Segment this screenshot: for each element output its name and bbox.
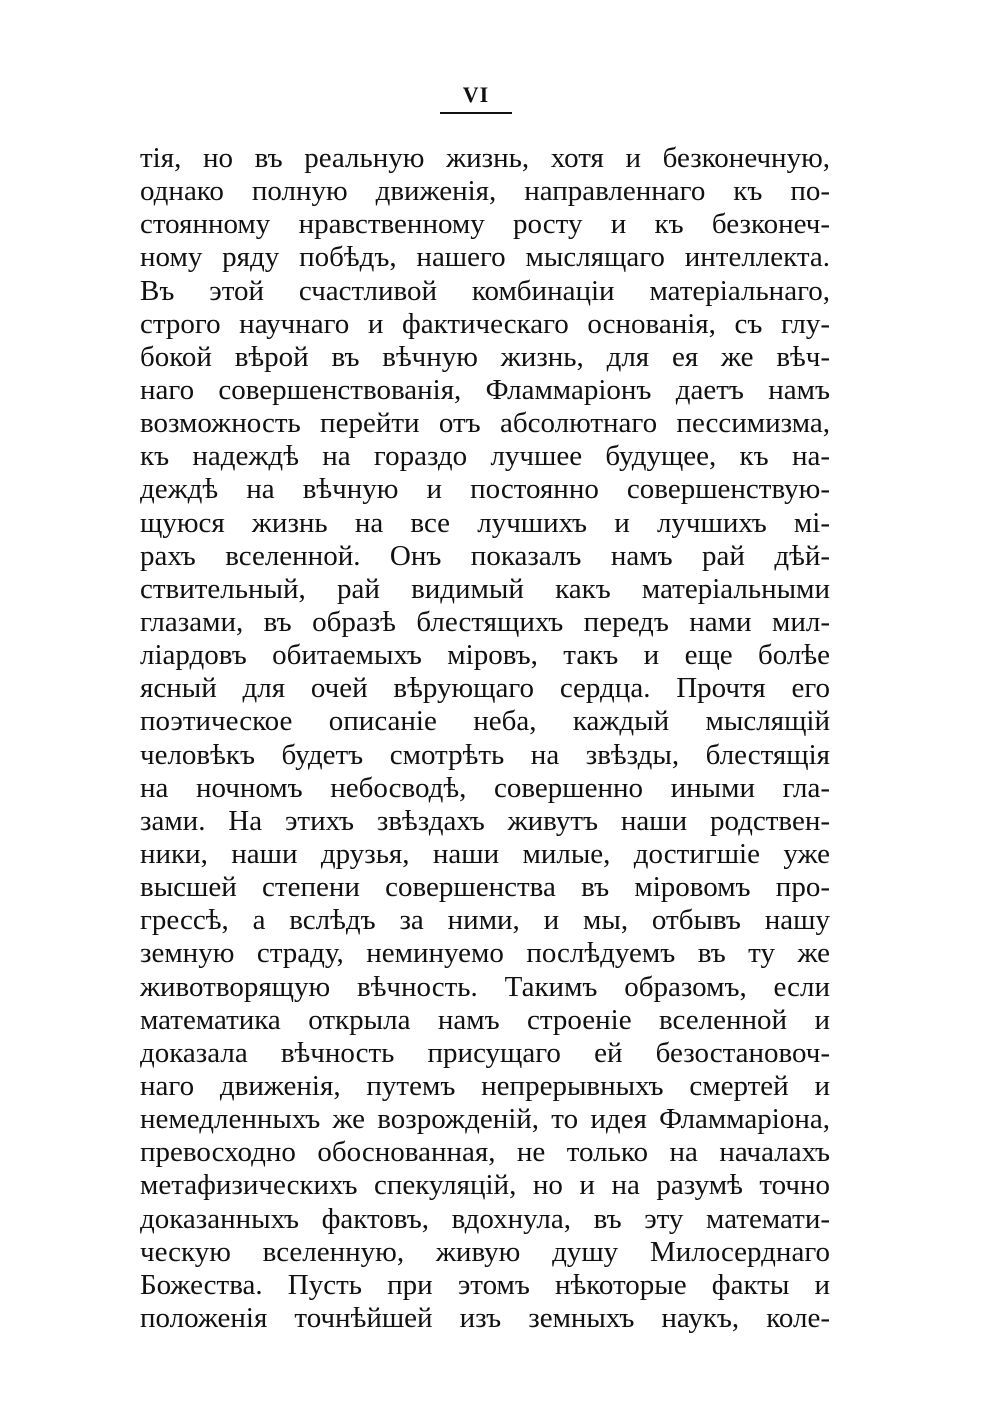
text-line (140, 672, 830, 705)
text-line-content: немедленныхъ же возрожденій, то идея Фламмаріона, (140, 1103, 830, 1136)
text-line (140, 639, 830, 672)
text-line-content: на ночномъ небосводѣ, совершенно иными гла- (140, 771, 830, 804)
text-line (140, 440, 830, 473)
text-line (140, 705, 830, 738)
text-line (140, 739, 830, 772)
text-line (140, 175, 830, 208)
text-line (140, 540, 830, 573)
text-line (140, 805, 830, 838)
text-line-content: человѣкъ будетъ смотрѣть на звѣзды, блестящія (140, 738, 830, 771)
text-line (140, 1037, 830, 1070)
text-line (140, 308, 830, 341)
text-line (140, 341, 830, 374)
text-line (140, 1070, 830, 1103)
text-line (140, 507, 830, 540)
text-line (140, 208, 830, 241)
text-line-content: щуюся жизнь на все лучшихъ и лучшихъ мі- (140, 506, 830, 539)
text-line (140, 241, 830, 274)
text-line-content: тія, но въ реальную жизнь, хотя и безконечную, (140, 142, 830, 174)
text-line (140, 838, 830, 871)
text-line-content: ствительный, рай видимый какъ матеріальными (140, 572, 830, 605)
text-line-content: ники, наши друзья, наши милые, достигшіе уже (140, 837, 830, 870)
text-line-content: ному ряду побѣдъ, нашего мыслящаго интеллекта. (140, 241, 830, 274)
text-line-content: высшей степени совершенства въ міровомъ про- (140, 871, 830, 904)
text-line-content: деждѣ на вѣчную и постоянно совершенствую- (140, 473, 830, 506)
text-line-content: Въ этой счастливой комбинаціи матеріальнаго, (140, 274, 830, 307)
text-line-content: глазами, въ образѣ блестящихъ передъ нами мил- (140, 605, 830, 638)
text-line (140, 573, 830, 606)
text-line-content: грессѣ, а вслѣдъ за ними, и мы, отбывъ нашу (140, 904, 830, 937)
text-line (140, 871, 830, 904)
text-line-content: положенія точнѣйшей изъ земныхъ наукъ, коле- (140, 1301, 830, 1334)
text-line (140, 374, 830, 407)
text-line (140, 1302, 830, 1335)
text-line-content: земную страду, неминуемо послѣдуемъ въ ту же (140, 937, 830, 970)
text-line (140, 904, 830, 937)
text-line-content: зами. На этихъ звѣздахъ живутъ наши родствен- (140, 804, 830, 837)
text-line-content: ліардовъ обитаемыхъ міровъ, такъ и еще болѣе (140, 639, 830, 672)
text-line-content: однако полную движенія, направленнаго къ по- (140, 175, 830, 208)
text-line (140, 772, 830, 805)
text-line (140, 1103, 830, 1136)
text-line (140, 937, 830, 970)
text-line-content: стоянному нравственному росту и къ безконеч- (140, 208, 830, 241)
text-line-content: животворящую вѣчность. Такимъ образомъ, если (140, 970, 830, 1003)
text-line-content: возможность перейти отъ абсолютнаго пессимизма, (140, 407, 830, 440)
text-line (140, 275, 830, 308)
text-line (140, 1136, 830, 1169)
text-line-content: математика открыла намъ строеніе вселенной и (140, 1003, 830, 1036)
text-line-content: ческую вселенную, живую душу Милосерднаго (140, 1235, 830, 1268)
text-line-content: строго научнаго и фактическаго основанія, съ глу- (140, 307, 830, 340)
text-line-content: поэтическое описаніе неба, каждый мыслящій (140, 705, 830, 738)
text-line-content: ясный для очей вѣрующаго сердца. Прочтя его (140, 672, 830, 705)
page-number-rule (440, 112, 512, 114)
text-line (140, 1004, 830, 1037)
text-line-content: рахъ вселенной. Онъ показалъ намъ рай дѣй- (140, 539, 830, 572)
text-line-content: бокой вѣрой въ вѣчную жизнь, для ея же вѣч- (140, 340, 830, 373)
text-line-content: превосходно обоснованная, не только на началахъ (140, 1136, 830, 1169)
text-line (140, 1269, 830, 1302)
text-line-content: наго движенія, путемъ непрерывныхъ смертей и (140, 1069, 830, 1102)
text-line (140, 971, 830, 1004)
page-number: VI (462, 82, 490, 107)
text-line (140, 473, 830, 506)
text-line-content: доказала вѣчность присущаго ей безостановоч- (140, 1036, 830, 1069)
text-line-content: доказанныхъ фактовъ, вдохнула, въ эту математи- (140, 1202, 830, 1235)
body-text (140, 142, 830, 1335)
text-line (140, 1236, 830, 1269)
text-line (140, 606, 830, 639)
text-line-content: къ надеждѣ на гораздо лучшее будущее, къ на- (140, 440, 830, 473)
text-line (140, 407, 830, 440)
text-line (140, 142, 830, 175)
text-line-content: Божества. Пусть при этомъ нѣкоторые факты и (140, 1268, 830, 1301)
text-line-content: наго совершенствованія, Фламмаріонъ даетъ намъ (140, 373, 830, 406)
text-line (140, 1169, 830, 1202)
text-line-content: метафизическихъ спекуляцій, но и на разумѣ точно (140, 1169, 830, 1202)
text-line (140, 1203, 830, 1236)
